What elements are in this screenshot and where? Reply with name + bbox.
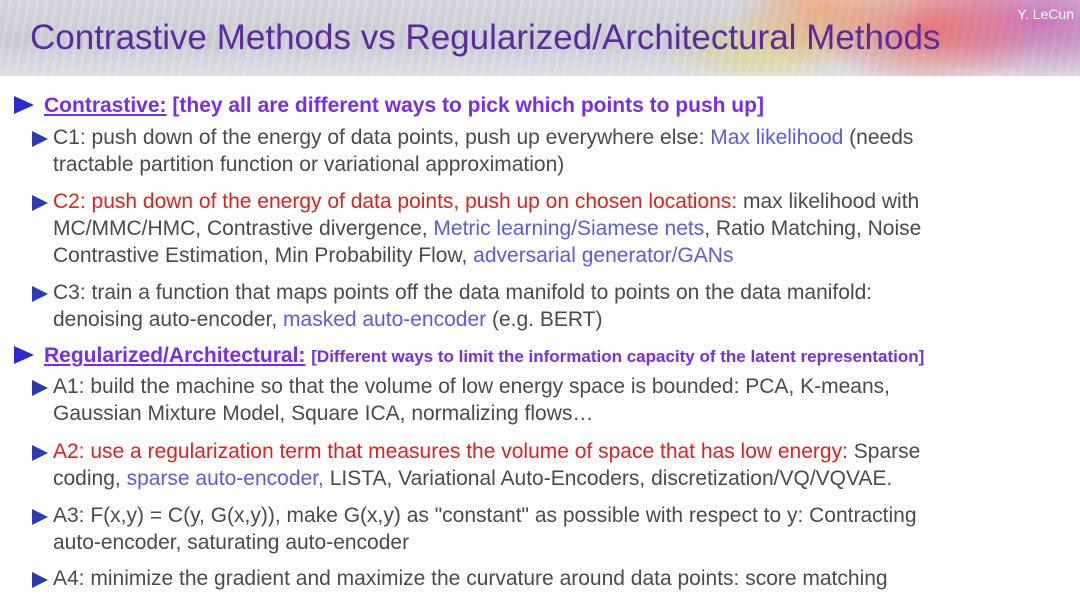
- a3-text: A3: F(x,y) = C(y, G(x,y)), make G(x,y) as "constant" as possible with respect to y: Contracting: [53, 504, 917, 527]
- bullet-arrow-icon: [14, 346, 34, 364]
- c1-text: C1: push down of the energy of data points, push up everywhere else:: [53, 126, 711, 149]
- contrastive-heading-line: [14, 94, 764, 118]
- a2-text-line2: coding,: [53, 467, 127, 490]
- c2-text: max likelihood with: [737, 190, 920, 213]
- bullet-arrow-icon: [32, 131, 48, 147]
- c1-text-line2: tractable partition function or variational approximation): [53, 153, 565, 176]
- c3-link-masked-ae: masked auto-encoder: [283, 308, 487, 331]
- bullet-arrow-icon: [32, 286, 48, 302]
- c3-text-line2: denoising auto-encoder,: [53, 308, 284, 331]
- bullet-arrow-icon: [32, 195, 48, 211]
- c2-link-gans: adversarial generator/GANs: [473, 244, 734, 267]
- a2-highlight: A2: use a regularization term that measures the volume of space that has low energy:: [53, 440, 848, 463]
- contrastive-note: [they all are different ways to pick which points to push up]: [172, 94, 764, 117]
- a2-link-sparse-ae: sparse auto-encoder,: [126, 467, 324, 490]
- contrastive-heading: Contrastive:: [44, 94, 167, 117]
- c2-text-line2-tail: , Ratio Matching, Noise: [704, 217, 922, 240]
- c1-link-max-likelihood: Max likelihood: [710, 126, 844, 149]
- c1-text-tail: (needs: [843, 126, 914, 149]
- a3-text-line2: auto-encoder, saturating auto-encoder: [53, 531, 410, 554]
- c3-text: C3: train a function that maps points off the data manifold to points on the data manifold:: [53, 281, 873, 304]
- slide-header: [0, 0, 1080, 76]
- regularized-heading: Regularized/Architectural:: [44, 344, 306, 367]
- c3-text-line2-tail: (e.g. BERT): [486, 308, 603, 331]
- c2-highlight: C2: push down of the energy of data points, push up on chosen locations:: [53, 190, 738, 213]
- bullet-arrow-icon: [32, 380, 48, 396]
- a2-text-line2-tail: LISTA, Variational Auto-Encoders, discretization/VQ/VQVAE.: [323, 467, 893, 490]
- a2-text: Sparse: [847, 440, 921, 463]
- c2-text-line2: MC/MMC/HMC, Contrastive divergence,: [53, 217, 434, 240]
- a1-text: A1: build the machine so that the volume of low energy space is bounded: PCA, K-means,: [53, 375, 890, 398]
- bullet-arrow-icon: [32, 445, 48, 461]
- c2-link-metric-learning: Metric learning/Siamese nets: [433, 217, 705, 240]
- slide-title: Contrastive Methods vs Regularized/Architectural Methods: [30, 18, 941, 57]
- bullet-arrow-icon: [32, 572, 48, 588]
- bullet-arrow-icon: [32, 509, 48, 525]
- a1-text-line2: Gaussian Mixture Model, Square ICA, normalizing flows…: [53, 402, 594, 425]
- c2-text-line3: Contrastive Estimation, Min Probability Flow,: [53, 244, 474, 267]
- bullet-arrow-icon: [14, 96, 34, 114]
- author-label: Y. LeCun: [1017, 6, 1074, 22]
- regularized-heading-line: [14, 344, 924, 368]
- regularized-note: [Different ways to limit the information capacity of the latent representation]: [311, 347, 925, 366]
- a4-text: A4: minimize the gradient and maximize the curvature around data points: score matching: [53, 567, 888, 590]
